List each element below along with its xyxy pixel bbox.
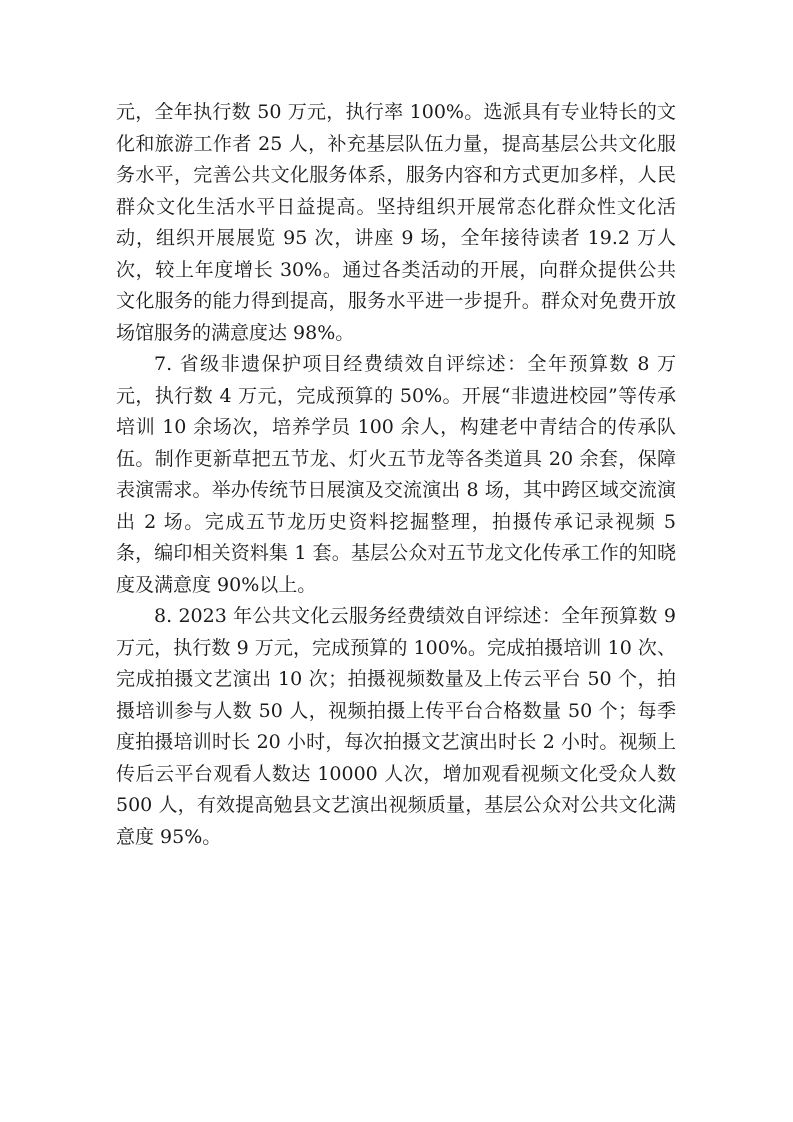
paragraph-continued: 元，全年执行数 50 万元，执行率 100%。选派具有专业特长的文化和旅游工作者 25 人，补充基层队伍力量，提高基层公共文化服务水平，完善公共文化服务体系，服务内容和方式更加多样，人民群众文化生活水平日益提高。坚持组织开展常态化群众性文化活动，组织开展展览 95 次，讲座 9 场，全年接待读者 19.2 万人次，较上年度增长 30%。通过各类活动的开展，向群众提供公共文化服务的能力得到提高，服务水平进一步提升。群众对免费开放场馆服务的满意度达 98%。 xyxy=(116,101,676,344)
paragraph-item-7: 7. 省级非遗保护项目经费绩效自评综述：全年预算数 8 万元，执行数 4 万元，完成预算的 50%。开展“非遗进校园”等传承培训 10 余场次，培养学员 100 余人，构建老中青结合的传承队伍。制作更新草把五节龙、灯火五节龙等各类道具 20 余套，保障表演需求。举办传统节日展演及交流演出 8 场，其中跨区域交流演出 2 场。完成五节龙历史资料挖掘整理，拍摄传承记录视频 5 条，编印相关资料集 1 套。基层公众对五节龙文化传承工作的知晓度及满意度 90%以上。 xyxy=(116,353,676,596)
body-text xyxy=(116,97,676,853)
paragraph-item-8: 8. 2023 年公共文化云服务经费绩效自评综述：全年预算数 9 万元，执行数 9 万元，完成预算的 100%。完成拍摄培训 10 次、完成拍摄文艺演出 10 次；拍摄视频数量及上传云平台 50 个，拍摄培训参与人数 50 人，视频拍摄上传平台合格数量 50 个；每季度拍摄培训时长 20 小时，每次拍摄文艺演出时长 2 小时。视频上传后云平台观看人数达 10000 人次，增加观看视频文化受众人数 500 人，有效提高勉县文艺演出视频质量，基层公众对公共文化满意度 95%。 xyxy=(116,605,676,848)
